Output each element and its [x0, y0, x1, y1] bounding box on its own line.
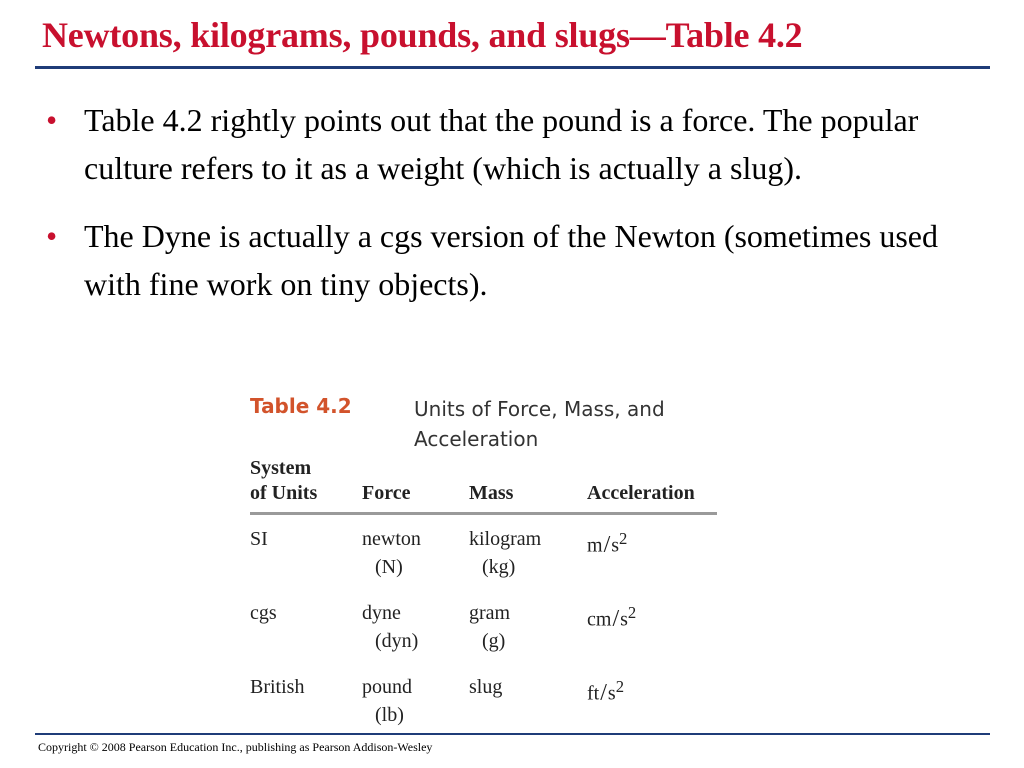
slash-glyph: / [603, 531, 611, 558]
cell-system: SI [250, 528, 268, 550]
slash-glyph: / [600, 679, 607, 706]
units-table [250, 456, 717, 737]
slide-title: Newtons, kilograms, pounds, and slugs—Table 4.2 [42, 15, 803, 55]
accel-numerator: m [587, 534, 603, 557]
cell-acceleration [587, 514, 717, 590]
bullet-marker: • [46, 102, 58, 138]
accel-numerator: cm [587, 608, 612, 631]
header-system-line1: System [250, 457, 312, 479]
bullet-list [44, 96, 984, 328]
bullet-item [44, 96, 984, 192]
cell-force [362, 663, 469, 737]
header-acceleration: Acceleration [587, 456, 717, 514]
header-mass: Mass [469, 456, 587, 514]
force-unit: dyne [362, 602, 401, 624]
header-system-of-units [250, 456, 362, 514]
table-header-row [250, 456, 717, 514]
table-label: Table 4.2 [250, 394, 352, 418]
mass-unit: kilogram [469, 528, 542, 550]
cell-system: cgs [250, 602, 277, 624]
cell-force [362, 589, 469, 663]
copyright-footer: Copyright © 2008 Pearson Education Inc., publishing as Pearson Addison-Wesley [38, 740, 433, 754]
table-row [250, 663, 717, 737]
force-unit: pound [362, 676, 412, 698]
force-abbr: (dyn) [375, 630, 419, 652]
slash-glyph: / [612, 605, 620, 632]
cell-force [362, 514, 469, 590]
accel-numerator: ft [587, 682, 600, 705]
table-figure [248, 392, 718, 726]
mass-unit: gram [469, 602, 511, 624]
bullet-item [44, 212, 984, 308]
title-divider [35, 66, 990, 69]
header-system-line2: of Units [250, 482, 318, 504]
cell-system: British [250, 676, 305, 698]
bullet-marker: • [46, 218, 58, 254]
footer-divider [35, 733, 990, 735]
mass-unit: slug [469, 676, 503, 698]
cell-mass [469, 514, 587, 590]
accel-exponent: 2 [627, 603, 637, 622]
force-abbr: (lb) [375, 704, 404, 726]
bullet-text: Table 4.2 rightly points out that the pound is a force. The popular culture refers to it as a weight (which is actually a slug). [84, 102, 919, 186]
bullet-text: The Dyne is actually a cgs version of the Newton (sometimes used with fine work on tiny objects). [84, 218, 938, 302]
accel-exponent: 2 [615, 677, 625, 696]
accel-denominator: s [607, 682, 616, 705]
cell-mass [469, 663, 587, 737]
table-row [250, 589, 717, 663]
force-abbr: (N) [375, 556, 403, 578]
cell-mass [469, 589, 587, 663]
header-force: Force [362, 456, 469, 514]
table-caption: Units of Force, Mass, and Acceleration [414, 397, 665, 451]
accel-exponent: 2 [619, 529, 628, 548]
force-unit: newton [362, 528, 421, 550]
mass-abbr: (kg) [482, 556, 516, 578]
cell-acceleration [587, 589, 717, 663]
cell-acceleration [587, 663, 717, 737]
accel-denominator: s [620, 608, 628, 631]
table-row [250, 514, 717, 590]
mass-abbr: (g) [482, 630, 506, 652]
accel-denominator: s [611, 534, 620, 557]
